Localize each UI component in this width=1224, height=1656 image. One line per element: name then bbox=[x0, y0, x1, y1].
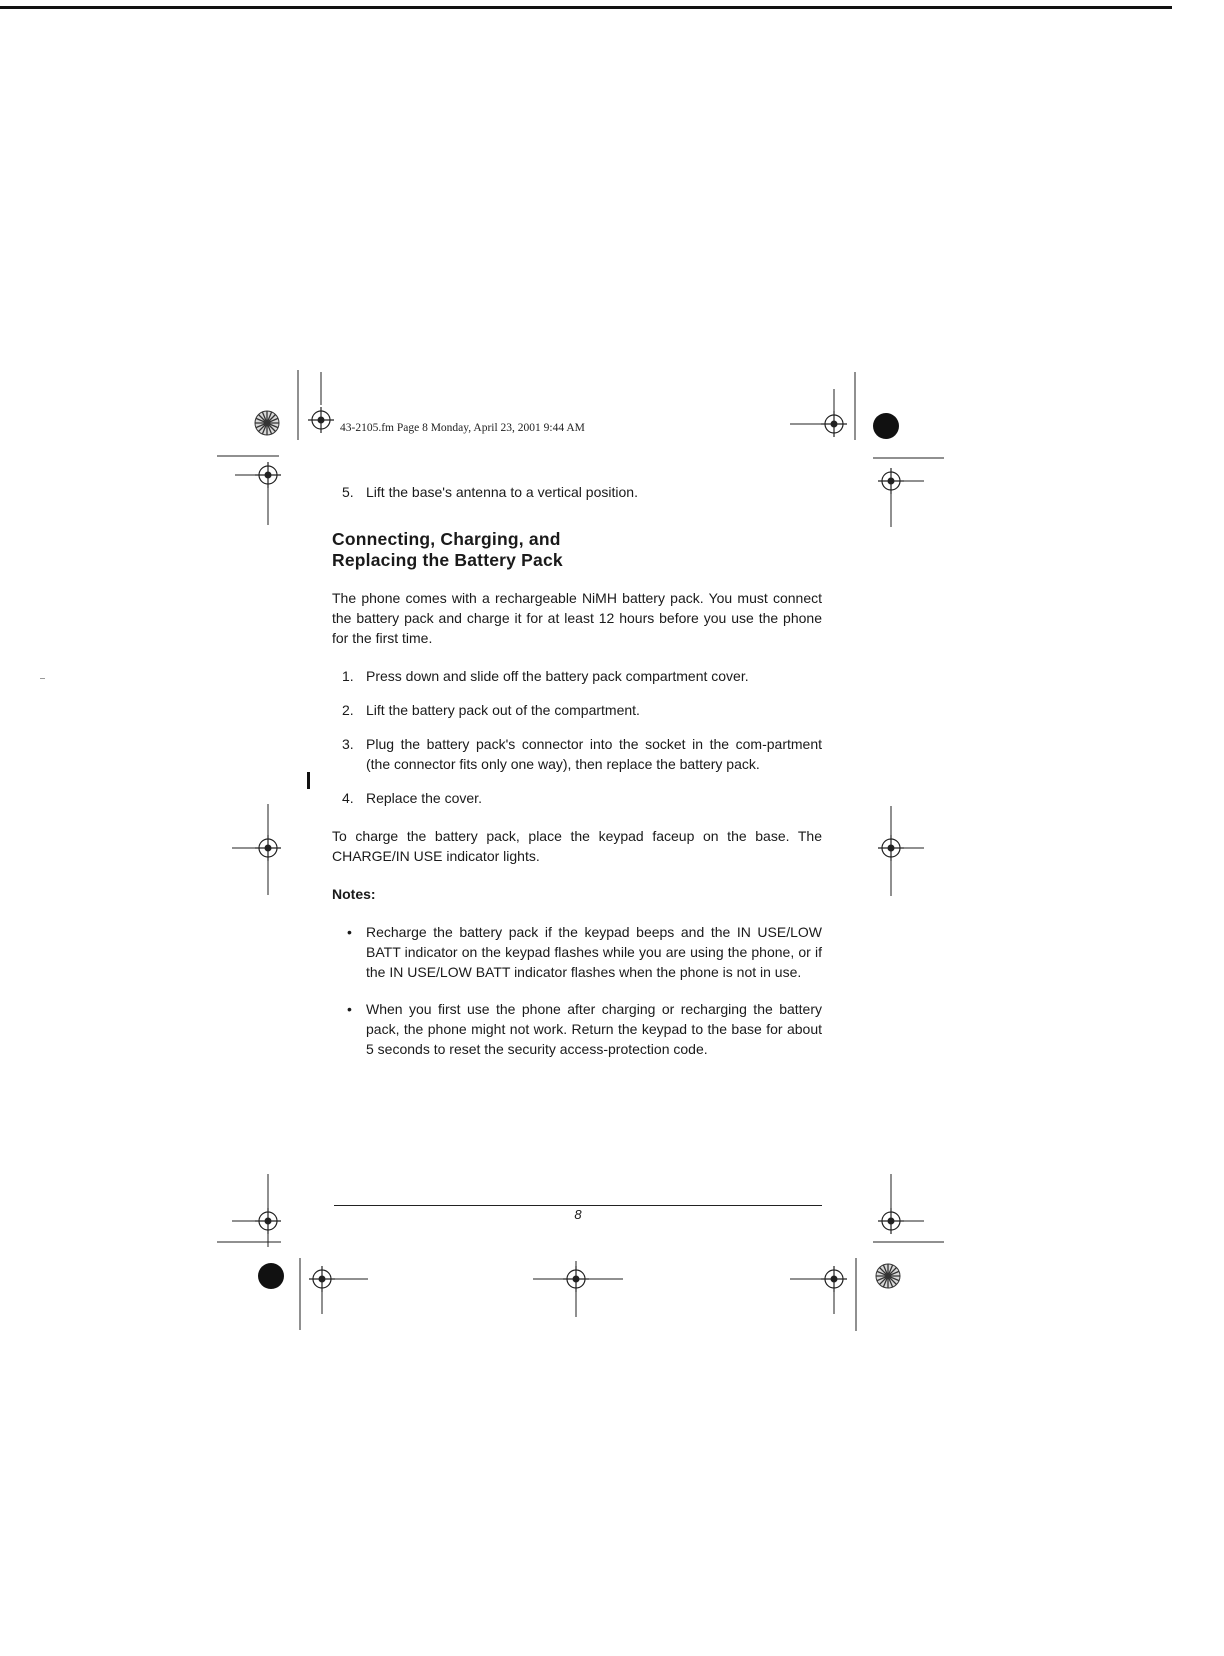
crosshair-mark-bottom-right-a bbox=[821, 1266, 847, 1292]
steps-list bbox=[332, 666, 822, 808]
crosshair-mark-right-middle bbox=[878, 835, 904, 861]
crosshair-mark-top-right-a bbox=[821, 411, 847, 437]
step-text: Lift the battery pack out of the compartment. bbox=[366, 702, 640, 718]
step-3 bbox=[332, 734, 822, 774]
crosshair-mark-top-left-a bbox=[308, 407, 334, 433]
crosshair-mark-left-bottom bbox=[255, 1208, 281, 1234]
note-text: When you first use the phone after charging or recharging the battery pack, the phone might not work. Return the keypad to the base for about 5 seconds to reset the security access-protection code. bbox=[366, 1001, 822, 1057]
step-text: Press down and slide off the battery pack compartment cover. bbox=[366, 668, 749, 684]
step-1 bbox=[332, 666, 822, 686]
step-number: 1. bbox=[342, 668, 354, 684]
section-heading bbox=[332, 529, 822, 571]
intro-paragraph: The phone comes with a rechargeable NiMH battery pack. You must connect the battery pack and charge it for at least 12 hours before you use the phone for the first time. bbox=[332, 590, 822, 646]
note-2 bbox=[332, 999, 822, 1059]
step-2 bbox=[332, 700, 822, 720]
crosshair-mark-right-bottom bbox=[878, 1208, 904, 1234]
bullet-marker: • bbox=[347, 1001, 352, 1017]
note-text: Recharge the battery pack if the keypad beeps and the IN USE/LOW BATT indicator on the keypad flashes while you are using the phone, or if the IN USE/LOW BATT indicator flashes when the phone is not in use. bbox=[366, 924, 822, 980]
footer-rule bbox=[334, 1205, 822, 1206]
page-content bbox=[332, 482, 822, 1076]
step-text: Replace the cover. bbox=[366, 790, 482, 806]
bullet-marker: • bbox=[347, 924, 352, 940]
print-slug: 43-2105.fm Page 8 Monday, April 23, 2001 9:44 AM bbox=[340, 422, 585, 434]
charge-paragraph: To charge the battery pack, place the keypad faceup on the base. The CHARGE/IN USE indicator lights. bbox=[332, 828, 822, 864]
notes-label: Notes: bbox=[332, 886, 376, 902]
step-number: 5. bbox=[342, 484, 354, 500]
step-number: 4. bbox=[342, 790, 354, 806]
crosshair-mark-bottom-left-a bbox=[309, 1266, 335, 1292]
page-number: 8 bbox=[574, 1207, 582, 1222]
step-text: Lift the base's antenna to a vertical position. bbox=[366, 484, 638, 500]
step-text: Plug the battery pack's connector into the socket in the com-partment (the connector fits only one way), then replace the battery pack. bbox=[366, 736, 822, 772]
solid-dot-mark-bottom-left bbox=[258, 1263, 284, 1289]
crosshair-mark-right-top bbox=[878, 468, 904, 494]
revision-change-bar bbox=[307, 772, 310, 789]
step-number: 3. bbox=[342, 736, 354, 752]
step-number: 2. bbox=[342, 702, 354, 718]
crosshair-mark-bottom-center bbox=[563, 1266, 589, 1292]
solid-dot-mark-top-right bbox=[873, 413, 899, 439]
section-heading-line-2: Replacing the Battery Pack bbox=[332, 550, 563, 570]
step-5 bbox=[332, 482, 822, 502]
step-4 bbox=[332, 788, 822, 808]
crosshair-mark-left-top bbox=[255, 462, 281, 488]
section-heading-line-1: Connecting, Charging, and bbox=[332, 529, 561, 549]
starburst-mark-top-left bbox=[255, 411, 279, 435]
crosshair-mark-left-middle bbox=[255, 835, 281, 861]
note-1 bbox=[332, 922, 822, 982]
starburst-mark-bottom-right bbox=[876, 1264, 900, 1288]
